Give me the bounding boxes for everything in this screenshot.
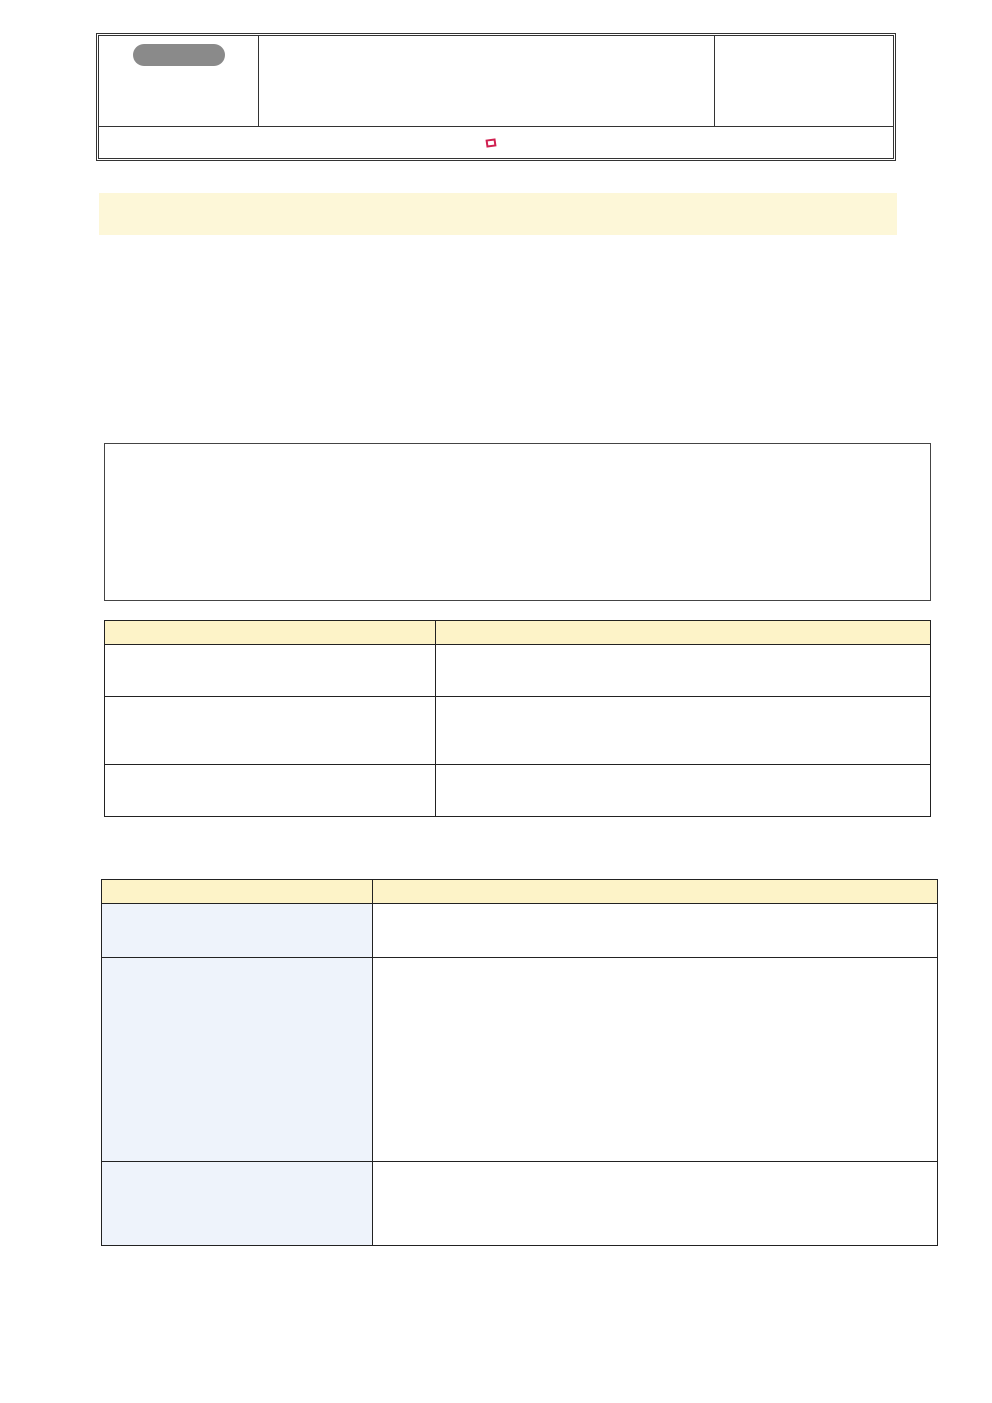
table-row [102, 958, 938, 1162]
table-row [102, 1162, 938, 1246]
table1-header-name [105, 621, 436, 645]
table2-cell [373, 1162, 938, 1246]
motto-badge [133, 44, 225, 66]
banner-bottom-strip [99, 235, 897, 243]
table-row [105, 765, 931, 817]
school-motto [99, 36, 259, 126]
table1-cell [105, 697, 436, 765]
table-row [105, 697, 931, 765]
table1-cell [105, 645, 436, 697]
table2-cell [373, 904, 938, 958]
table1-cell [436, 697, 931, 765]
table1-cell [105, 765, 436, 817]
table-row [105, 645, 931, 697]
check-method-box [104, 443, 931, 601]
vaccination-table [104, 620, 931, 817]
table2-cell [102, 958, 373, 1162]
document-title [99, 193, 897, 235]
table-row [102, 904, 938, 958]
table2-cell [102, 904, 373, 958]
school-slogan [99, 126, 893, 158]
table1-cell [436, 765, 931, 817]
table2-cell [102, 1162, 373, 1246]
newsletter-header [96, 33, 896, 161]
unregistered-table [101, 879, 938, 1246]
newsletter-title [259, 36, 715, 126]
banner-color-strip [99, 185, 897, 193]
table1-header-target [436, 621, 931, 645]
office-contact [715, 36, 893, 126]
table2-header-reason [102, 880, 373, 904]
table1-cell [436, 645, 931, 697]
innovation-school-stamp [485, 138, 496, 147]
table2-header-solution [373, 880, 938, 904]
table2-cell [373, 958, 938, 1162]
